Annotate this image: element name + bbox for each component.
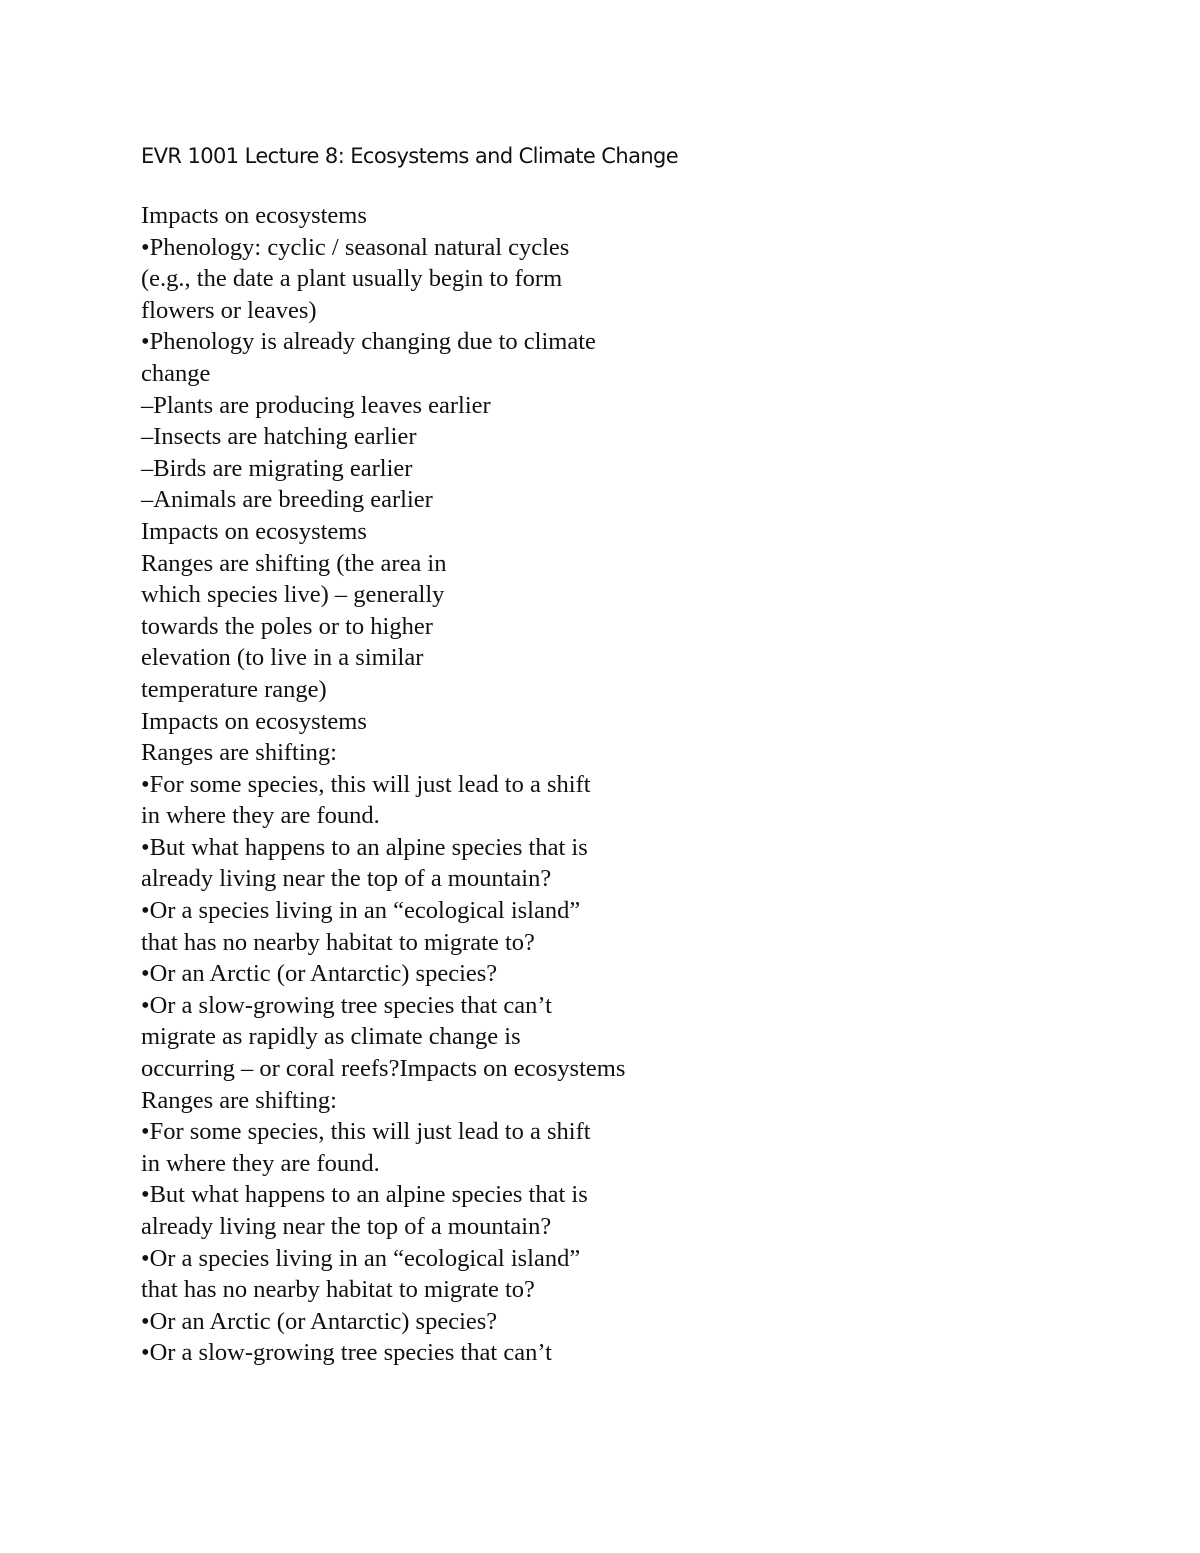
body-text-line: elevation (to live in a similar [141, 644, 424, 672]
body-text-line: (e.g., the date a plant usually begin to form [141, 265, 563, 293]
body-text-line: •But what happens to an alpine species that is [141, 1181, 588, 1209]
body-text-line: –Birds are migrating earlier [141, 454, 413, 482]
body-text-line: that has no nearby habitat to migrate to? [141, 928, 535, 956]
body-text-line: Impacts on ecosystems [141, 517, 367, 545]
body-text-line: Ranges are shifting: [141, 739, 337, 767]
body-text-line: in where they are found. [141, 802, 380, 830]
body-text-line: •Or an Arctic (or Antarctic) species? [141, 960, 498, 988]
body-text-line: already living near the top of a mountain? [141, 865, 552, 893]
body-text-line: Impacts on ecosystems [141, 202, 367, 229]
body-text-line: that has no nearby habitat to migrate to? [141, 1276, 535, 1304]
body-text-line: occurring – or coral reefs?Impacts on ecosystems [141, 1055, 626, 1083]
body-text-line: •Or a species living in an “ecological island” [141, 1244, 581, 1272]
body-text-line: •Phenology is already changing due to climate [141, 328, 596, 356]
body-text-line: •Or a species living in an “ecological island” [141, 897, 581, 925]
body-text-line: •But what happens to an alpine species that is [141, 833, 588, 861]
body-text-line: migrate as rapidly as climate change is [141, 1023, 521, 1051]
body-text-line: temperature range) [141, 675, 327, 703]
body-text-line: towards the poles or to higher [141, 612, 433, 640]
body-text-line: which species live) – generally [141, 581, 445, 609]
body-text-line: •For some species, this will just lead to a shift [141, 770, 591, 798]
document-title: EVR 1001 Lecture 8: Ecosystems and Climate Change [141, 144, 679, 168]
body-text-line: Ranges are shifting: [141, 1086, 337, 1114]
body-text-line: –Animals are breeding earlier [141, 486, 433, 514]
body-text-line: already living near the top of a mountain? [141, 1213, 552, 1240]
body-text-line: •Or a slow-growing tree species that can’t [141, 1339, 552, 1367]
document-body [141, 200, 1141, 1369]
body-text-line: change [141, 359, 211, 387]
body-text-line: •Phenology: cyclic / seasonal natural cycles [141, 233, 570, 261]
body-text-line: Ranges are shifting (the area in [141, 549, 447, 577]
body-text-line: Impacts on ecosystems [141, 707, 367, 735]
body-text-line: •Or an Arctic (or Antarctic) species? [141, 1307, 498, 1335]
body-text-line: –Plants are producing leaves earlier [141, 391, 491, 419]
body-text-line: in where they are found. [141, 1149, 380, 1177]
body-text-line: •Or a slow-growing tree species that can’t [141, 991, 552, 1019]
body-text-line: flowers or leaves) [141, 296, 317, 324]
body-text-line: •For some species, this will just lead to a shift [141, 1118, 591, 1146]
body-text-line: –Insects are hatching earlier [141, 423, 417, 451]
